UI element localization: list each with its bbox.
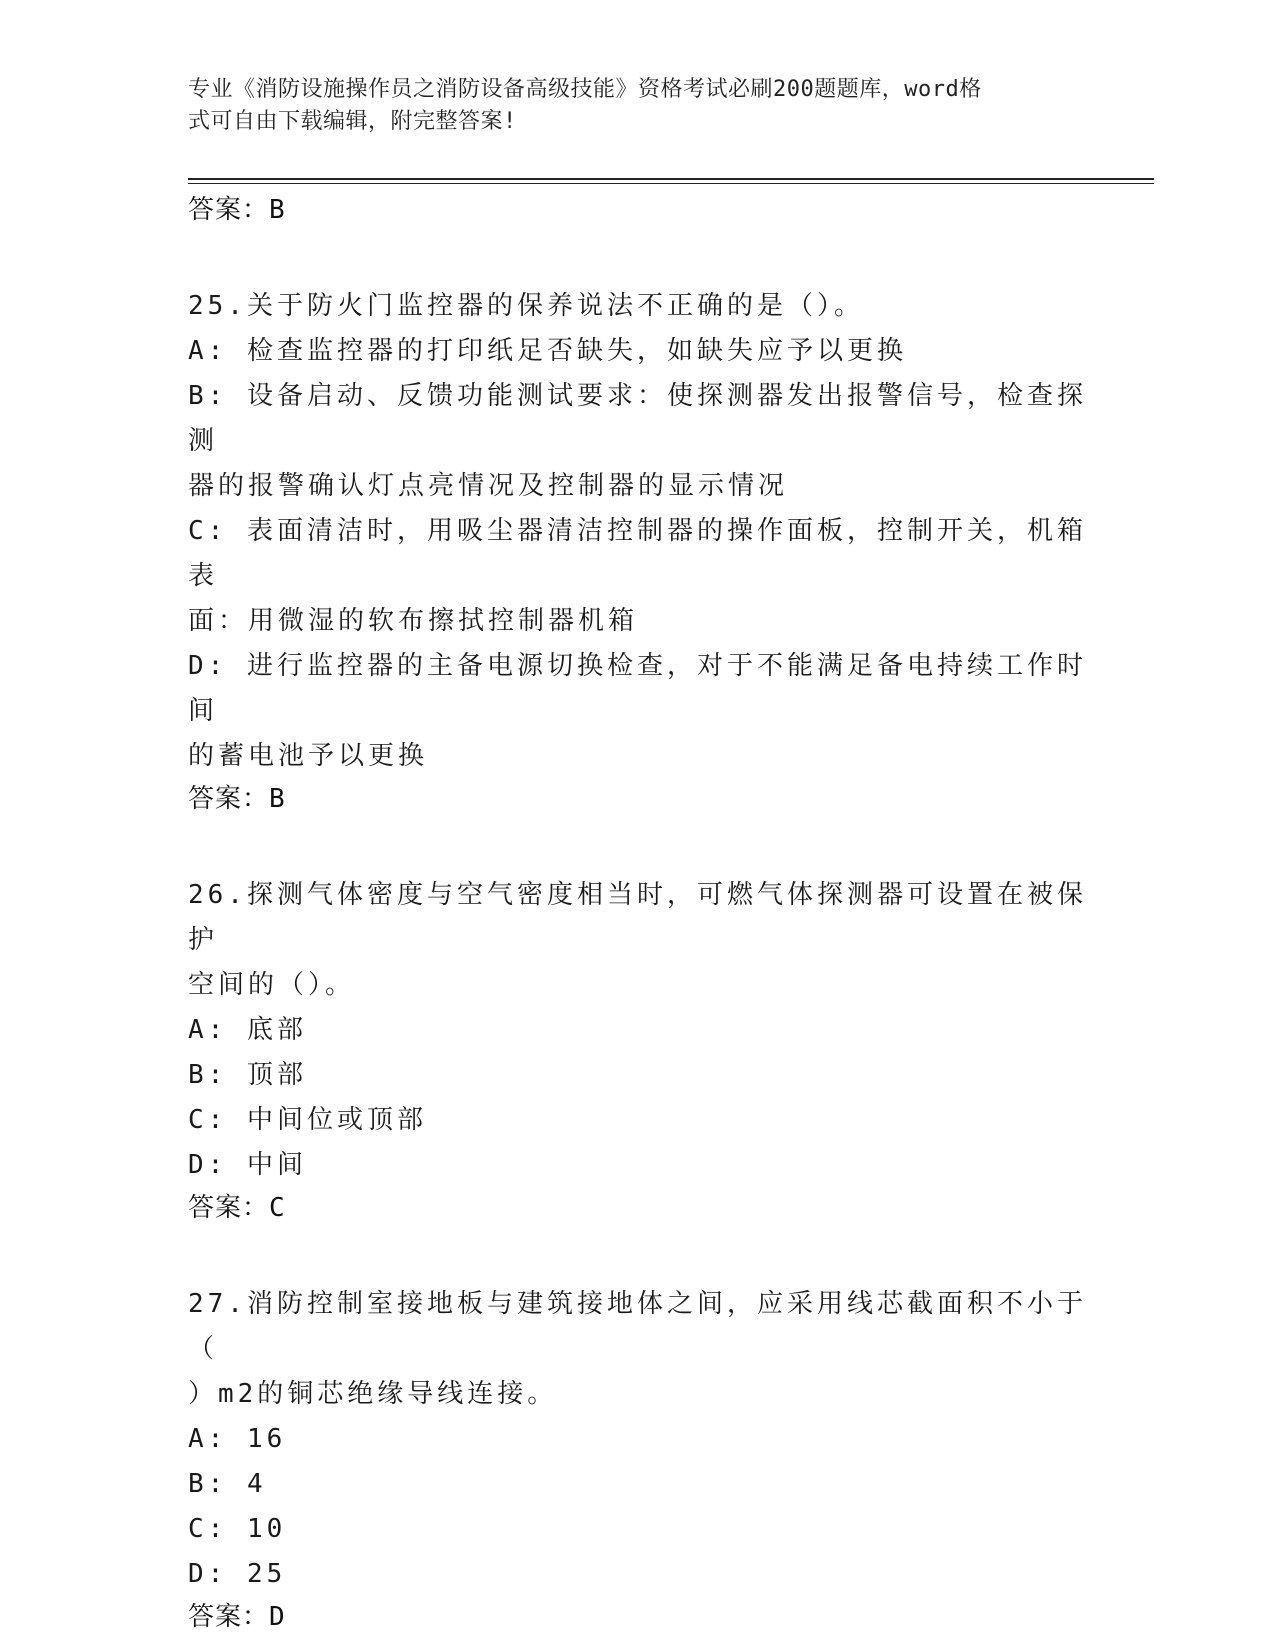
answer-26: 答案：C [188,1193,286,1223]
question-stem-line-cont: 空间的（）。 [188,970,356,1000]
option-d-line: D: 中间 [188,1150,307,1180]
question-block-25 [188,284,1088,823]
option-c-line: C: 表面清洁时，用吸尘器清洁控制器的操作面板，控制开关，机箱表 [188,516,1087,591]
option-a-line: A: 检查监控器的打印纸足否缺失，如缺失应予以更换 [188,336,907,366]
answer-25: 答案：B [188,784,286,814]
gap [188,823,1088,873]
previous-answer: 答案：B [188,195,286,225]
option-b-line: B: 4 [188,1469,267,1499]
document-header [188,74,1068,138]
question-block-27 [188,1282,1088,1641]
header-divider-thin [188,183,1154,184]
gap [188,234,1088,284]
header-divider-thick [188,178,1154,180]
header-line-1: 专业《消防设施操作员之消防设备高级技能》资格考试必刷200题题库，word格 [188,77,982,102]
gap [188,1232,1088,1282]
question-block-26 [188,873,1088,1232]
option-d-line: D: 25 [188,1559,287,1589]
option-d-line-cont: 的蓄电池予以更换 [188,741,429,771]
option-d-line: D: 进行监控器的主备电源切换检查，对于不能满足备电持续工作时间 [188,651,1087,726]
option-b-line-cont: 器的报警确认灯点亮情况及控制器的显示情况 [188,471,789,501]
option-c-line: C: 10 [188,1514,287,1544]
header-line-2: 式可自由下载编辑，附完整答案! [188,109,517,134]
option-c-line: C: 中间位或顶部 [188,1105,427,1135]
question-stem-line-cont: ）m2的铜芯绝缘导线连接。 [188,1379,558,1409]
answer-27: 答案：D [188,1602,286,1632]
question-stem-line: 27.消防控制室接地板与建筑接地体之间，应采用线芯截面积不小于（ [188,1289,1087,1364]
option-a-line: A: 16 [188,1424,287,1454]
option-c-line-cont: 面：用微湿的软布擦拭控制器机箱 [188,606,639,636]
option-a-line: A: 底部 [188,1015,307,1045]
option-b-line: B: 设备启动、反馈功能测试要求：使探测器发出报警信号，检查探测 [188,381,1087,456]
option-b-line: B: 顶部 [188,1060,307,1090]
question-list [188,190,1088,1641]
question-stem-line: 26.探测气体密度与空气密度相当时，可燃气体探测器可设置在被保护 [188,880,1087,955]
question-stem-line: 25.关于防火门监控器的保养说法不正确的是（）。 [188,291,864,321]
